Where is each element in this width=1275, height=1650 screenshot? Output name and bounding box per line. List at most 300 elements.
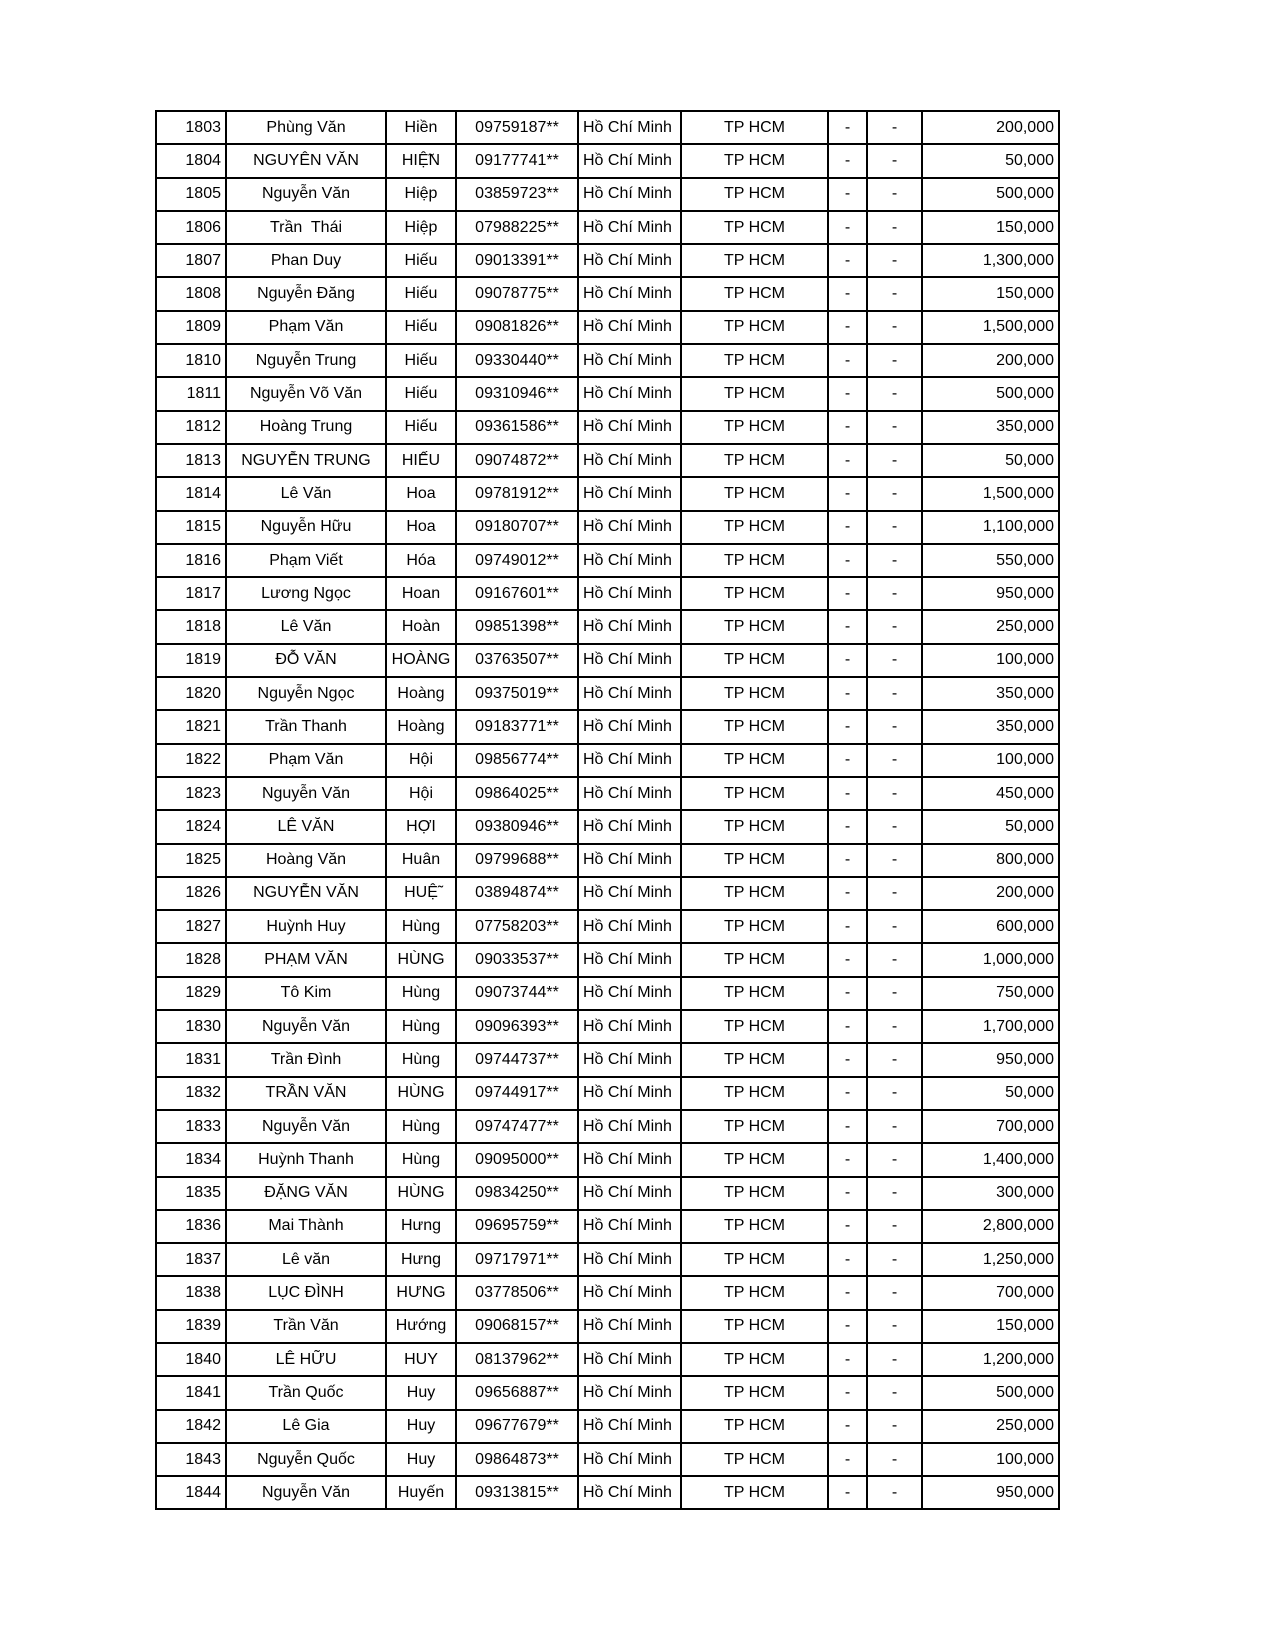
cell-row-number: 1819 xyxy=(156,644,226,677)
cell-row-number: 1843 xyxy=(156,1443,226,1476)
cell-dash-column-1: - xyxy=(828,1143,867,1176)
cell-dash-column-2: - xyxy=(867,710,922,743)
cell-amount: 150,000 xyxy=(922,1310,1059,1343)
cell-row-number: 1816 xyxy=(156,544,226,577)
cell-phone-number-masked: 09747477** xyxy=(456,1110,578,1143)
cell-dash-column-1: - xyxy=(828,610,867,643)
cell-given-name: Hội xyxy=(386,744,456,777)
cell-city: Hồ Chí Minh xyxy=(578,144,681,177)
cell-dash-column-2: - xyxy=(867,1043,922,1076)
cell-given-name: HÙNG xyxy=(386,943,456,976)
cell-dash-column-1: - xyxy=(828,544,867,577)
cell-region: TP HCM xyxy=(681,377,828,410)
table-row xyxy=(156,377,1059,410)
cell-city: Hồ Chí Minh xyxy=(578,477,681,510)
cell-phone-number-masked: 09033537** xyxy=(456,943,578,976)
cell-given-name: Hoàng xyxy=(386,710,456,743)
cell-dash-column-2: - xyxy=(867,1110,922,1143)
table-row xyxy=(156,311,1059,344)
cell-first-middle-name: Tô Kim xyxy=(226,977,386,1010)
cell-first-middle-name: TRẦN VĂN xyxy=(226,1077,386,1110)
cell-dash-column-1: - xyxy=(828,877,867,910)
cell-city: Hồ Chí Minh xyxy=(578,877,681,910)
cell-region: TP HCM xyxy=(681,1077,828,1110)
cell-dash-column-1: - xyxy=(828,744,867,777)
cell-row-number: 1831 xyxy=(156,1043,226,1076)
cell-given-name: Hội xyxy=(386,777,456,810)
cell-row-number: 1808 xyxy=(156,277,226,310)
cell-given-name: Hiếu xyxy=(386,244,456,277)
cell-dash-column-2: - xyxy=(867,477,922,510)
cell-dash-column-2: - xyxy=(867,577,922,610)
cell-phone-number-masked: 09717971** xyxy=(456,1243,578,1276)
cell-dash-column-1: - xyxy=(828,1243,867,1276)
cell-amount: 500,000 xyxy=(922,377,1059,410)
cell-first-middle-name: Hoàng Văn xyxy=(226,844,386,877)
cell-first-middle-name: NGUYÊN VĂN xyxy=(226,144,386,177)
cell-dash-column-2: - xyxy=(867,810,922,843)
cell-first-middle-name: Nguyễn Văn xyxy=(226,178,386,211)
cell-phone-number-masked: 09380946** xyxy=(456,810,578,843)
cell-first-middle-name: Huỳnh Huy xyxy=(226,910,386,943)
cell-row-number: 1817 xyxy=(156,577,226,610)
cell-phone-number-masked: 09744917** xyxy=(456,1077,578,1110)
cell-amount: 700,000 xyxy=(922,1276,1059,1309)
table-row xyxy=(156,144,1059,177)
cell-region: TP HCM xyxy=(681,744,828,777)
cell-given-name: Hoàng xyxy=(386,677,456,710)
cell-amount: 250,000 xyxy=(922,1410,1059,1443)
cell-region: TP HCM xyxy=(681,277,828,310)
cell-amount: 100,000 xyxy=(922,1443,1059,1476)
cell-city: Hồ Chí Minh xyxy=(578,677,681,710)
cell-city: Hồ Chí Minh xyxy=(578,977,681,1010)
cell-dash-column-1: - xyxy=(828,577,867,610)
cell-city: Hồ Chí Minh xyxy=(578,1243,681,1276)
cell-first-middle-name: Nguyễn Đăng xyxy=(226,277,386,310)
cell-dash-column-2: - xyxy=(867,910,922,943)
cell-given-name: Hùng xyxy=(386,910,456,943)
cell-phone-number-masked: 09361586** xyxy=(456,411,578,444)
cell-city: Hồ Chí Minh xyxy=(578,1376,681,1409)
cell-phone-number-masked: 03763507** xyxy=(456,644,578,677)
cell-dash-column-1: - xyxy=(828,411,867,444)
table-row xyxy=(156,1077,1059,1110)
cell-region: TP HCM xyxy=(681,844,828,877)
cell-city: Hồ Chí Minh xyxy=(578,1177,681,1210)
table-row xyxy=(156,1110,1059,1143)
cell-city: Hồ Chí Minh xyxy=(578,777,681,810)
cell-region: TP HCM xyxy=(681,877,828,910)
cell-region: TP HCM xyxy=(681,710,828,743)
cell-region: TP HCM xyxy=(681,943,828,976)
table-row xyxy=(156,577,1059,610)
cell-phone-number-masked: 09074872** xyxy=(456,444,578,477)
cell-amount: 700,000 xyxy=(922,1110,1059,1143)
cell-dash-column-1: - xyxy=(828,311,867,344)
cell-dash-column-1: - xyxy=(828,178,867,211)
cell-row-number: 1844 xyxy=(156,1476,226,1509)
table-row xyxy=(156,544,1059,577)
table-row xyxy=(156,710,1059,743)
cell-amount: 600,000 xyxy=(922,910,1059,943)
cell-first-middle-name: PHẠM VĂN xyxy=(226,943,386,976)
cell-phone-number-masked: 09310946** xyxy=(456,377,578,410)
cell-row-number: 1827 xyxy=(156,910,226,943)
cell-region: TP HCM xyxy=(681,178,828,211)
cell-amount: 200,000 xyxy=(922,877,1059,910)
cell-phone-number-masked: 03859723** xyxy=(456,178,578,211)
cell-first-middle-name: Trần Thanh xyxy=(226,710,386,743)
cell-given-name: Hùng xyxy=(386,977,456,1010)
cell-given-name: Hiệp xyxy=(386,211,456,244)
cell-amount: 100,000 xyxy=(922,644,1059,677)
cell-given-name: Hoan xyxy=(386,577,456,610)
cell-given-name: HOÀNG xyxy=(386,644,456,677)
cell-city: Hồ Chí Minh xyxy=(578,511,681,544)
table-row xyxy=(156,1410,1059,1443)
cell-row-number: 1806 xyxy=(156,211,226,244)
cell-dash-column-1: - xyxy=(828,1310,867,1343)
cell-phone-number-masked: 09330440** xyxy=(456,344,578,377)
cell-dash-column-2: - xyxy=(867,244,922,277)
cell-region: TP HCM xyxy=(681,544,828,577)
cell-phone-number-masked: 09864025** xyxy=(456,777,578,810)
cell-first-middle-name: Trần Quốc xyxy=(226,1376,386,1409)
cell-phone-number-masked: 09656887** xyxy=(456,1376,578,1409)
cell-dash-column-2: - xyxy=(867,1143,922,1176)
table-row xyxy=(156,943,1059,976)
cell-dash-column-2: - xyxy=(867,178,922,211)
cell-given-name: Hướng xyxy=(386,1310,456,1343)
cell-region: TP HCM xyxy=(681,1443,828,1476)
cell-row-number: 1839 xyxy=(156,1310,226,1343)
cell-dash-column-1: - xyxy=(828,977,867,1010)
cell-dash-column-2: - xyxy=(867,610,922,643)
table-row xyxy=(156,910,1059,943)
table-row xyxy=(156,1343,1059,1376)
cell-row-number: 1840 xyxy=(156,1343,226,1376)
cell-dash-column-2: - xyxy=(867,943,922,976)
cell-phone-number-masked: 08137962** xyxy=(456,1343,578,1376)
cell-row-number: 1821 xyxy=(156,710,226,743)
cell-row-number: 1828 xyxy=(156,943,226,976)
cell-given-name: HUY xyxy=(386,1343,456,1376)
cell-region: TP HCM xyxy=(681,777,828,810)
cell-given-name: HƯNG xyxy=(386,1276,456,1309)
cell-amount: 50,000 xyxy=(922,144,1059,177)
cell-phone-number-masked: 07988225** xyxy=(456,211,578,244)
cell-amount: 2,800,000 xyxy=(922,1210,1059,1243)
table-row xyxy=(156,411,1059,444)
cell-amount: 1,500,000 xyxy=(922,477,1059,510)
cell-dash-column-2: - xyxy=(867,1343,922,1376)
cell-phone-number-masked: 09834250** xyxy=(456,1177,578,1210)
cell-first-middle-name: Mai Thành xyxy=(226,1210,386,1243)
cell-dash-column-1: - xyxy=(828,511,867,544)
cell-phone-number-masked: 09759187** xyxy=(456,111,578,144)
cell-given-name: HIỆ̃N xyxy=(386,144,456,177)
cell-phone-number-masked: 09856774** xyxy=(456,744,578,777)
cell-dash-column-1: - xyxy=(828,1043,867,1076)
cell-city: Hồ Chí Minh xyxy=(578,710,681,743)
cell-city: Hồ Chí Minh xyxy=(578,577,681,610)
cell-amount: 1,250,000 xyxy=(922,1243,1059,1276)
cell-amount: 1,500,000 xyxy=(922,311,1059,344)
cell-dash-column-1: - xyxy=(828,377,867,410)
cell-amount: 150,000 xyxy=(922,211,1059,244)
cell-region: TP HCM xyxy=(681,144,828,177)
table-row xyxy=(156,444,1059,477)
table-row xyxy=(156,1043,1059,1076)
table-row xyxy=(156,1476,1059,1509)
cell-dash-column-2: - xyxy=(867,1010,922,1043)
cell-row-number: 1842 xyxy=(156,1410,226,1443)
table-row xyxy=(156,277,1059,310)
cell-city: Hồ Chí Minh xyxy=(578,844,681,877)
cell-amount: 800,000 xyxy=(922,844,1059,877)
cell-given-name: Hưng xyxy=(386,1243,456,1276)
cell-first-middle-name: Nguyễn Võ Văn xyxy=(226,377,386,410)
cell-dash-column-2: - xyxy=(867,144,922,177)
cell-region: TP HCM xyxy=(681,1310,828,1343)
cell-phone-number-masked: 09167601** xyxy=(456,577,578,610)
cell-first-middle-name: Trần Văn xyxy=(226,1310,386,1343)
cell-phone-number-masked: 09781912** xyxy=(456,477,578,510)
cell-dash-column-1: - xyxy=(828,943,867,976)
cell-row-number: 1832 xyxy=(156,1077,226,1110)
cell-dash-column-2: - xyxy=(867,211,922,244)
cell-given-name: Hùng xyxy=(386,1143,456,1176)
cell-city: Hồ Chí Minh xyxy=(578,810,681,843)
cell-first-middle-name: Nguyễn Văn xyxy=(226,1010,386,1043)
cell-first-middle-name: NGUYỄN TRUNG xyxy=(226,444,386,477)
cell-first-middle-name: Phan Duy xyxy=(226,244,386,277)
cell-city: Hồ Chí Minh xyxy=(578,1010,681,1043)
table-row xyxy=(156,1310,1059,1343)
cell-given-name: Hiếu xyxy=(386,311,456,344)
cell-amount: 350,000 xyxy=(922,677,1059,710)
table-row xyxy=(156,1376,1059,1409)
cell-region: TP HCM xyxy=(681,111,828,144)
cell-dash-column-1: - xyxy=(828,1443,867,1476)
cell-city: Hồ Chí Minh xyxy=(578,111,681,144)
cell-row-number: 1830 xyxy=(156,1010,226,1043)
cell-dash-column-1: - xyxy=(828,1010,867,1043)
cell-dash-column-2: - xyxy=(867,1376,922,1409)
cell-first-middle-name: Nguyễn Văn xyxy=(226,1110,386,1143)
cell-dash-column-1: - xyxy=(828,677,867,710)
cell-first-middle-name: Lê Gia xyxy=(226,1410,386,1443)
cell-region: TP HCM xyxy=(681,211,828,244)
cell-given-name: Hiếu xyxy=(386,377,456,410)
cell-row-number: 1818 xyxy=(156,610,226,643)
cell-dash-column-1: - xyxy=(828,1077,867,1110)
cell-dash-column-1: - xyxy=(828,1177,867,1210)
cell-given-name: Hưng xyxy=(386,1210,456,1243)
cell-phone-number-masked: 09078775** xyxy=(456,277,578,310)
cell-city: Hồ Chí Minh xyxy=(578,178,681,211)
cell-region: TP HCM xyxy=(681,644,828,677)
cell-dash-column-2: - xyxy=(867,977,922,1010)
cell-dash-column-2: - xyxy=(867,1476,922,1509)
cell-row-number: 1826 xyxy=(156,877,226,910)
cell-amount: 200,000 xyxy=(922,111,1059,144)
cell-region: TP HCM xyxy=(681,1243,828,1276)
cell-dash-column-2: - xyxy=(867,511,922,544)
cell-dash-column-1: - xyxy=(828,844,867,877)
cell-first-middle-name: Phạm Văn xyxy=(226,744,386,777)
cell-amount: 500,000 xyxy=(922,178,1059,211)
cell-first-middle-name: Nguyễn Văn xyxy=(226,1476,386,1509)
cell-first-middle-name: Trần Thái xyxy=(226,211,386,244)
cell-dash-column-2: - xyxy=(867,411,922,444)
table-row xyxy=(156,677,1059,710)
cell-row-number: 1803 xyxy=(156,111,226,144)
table-row xyxy=(156,744,1059,777)
cell-amount: 1,100,000 xyxy=(922,511,1059,544)
cell-phone-number-masked: 09799688** xyxy=(456,844,578,877)
cell-first-middle-name: LỤC ĐÌNH xyxy=(226,1276,386,1309)
cell-city: Hồ Chí Minh xyxy=(578,1110,681,1143)
cell-city: Hồ Chí Minh xyxy=(578,211,681,244)
table-row xyxy=(156,610,1059,643)
cell-phone-number-masked: 09313815** xyxy=(456,1476,578,1509)
cell-given-name: Hiếu xyxy=(386,411,456,444)
cell-dash-column-2: - xyxy=(867,1410,922,1443)
cell-dash-column-1: - xyxy=(828,777,867,810)
cell-dash-column-2: - xyxy=(867,1276,922,1309)
cell-row-number: 1825 xyxy=(156,844,226,877)
cell-first-middle-name: ĐỖ VĂN xyxy=(226,644,386,677)
cell-row-number: 1811 xyxy=(156,377,226,410)
cell-first-middle-name: Nguyễn Ngọc xyxy=(226,677,386,710)
cell-phone-number-masked: 09744737** xyxy=(456,1043,578,1076)
cell-city: Hồ Chí Minh xyxy=(578,1310,681,1343)
cell-phone-number-masked: 09677679** xyxy=(456,1410,578,1443)
table-row xyxy=(156,1010,1059,1043)
cell-dash-column-1: - xyxy=(828,910,867,943)
table-row xyxy=(156,1177,1059,1210)
cell-phone-number-masked: 09183771** xyxy=(456,710,578,743)
cell-phone-number-masked: 09851398** xyxy=(456,610,578,643)
cell-amount: 1,000,000 xyxy=(922,943,1059,976)
cell-row-number: 1809 xyxy=(156,311,226,344)
cell-given-name: Hoàn xyxy=(386,610,456,643)
cell-first-middle-name: LÊ HỮU xyxy=(226,1343,386,1376)
cell-region: TP HCM xyxy=(681,1476,828,1509)
cell-first-middle-name: Phùng Văn xyxy=(226,111,386,144)
cell-given-name: Huy xyxy=(386,1443,456,1476)
cell-dash-column-1: - xyxy=(828,211,867,244)
cell-dash-column-2: - xyxy=(867,744,922,777)
cell-dash-column-1: - xyxy=(828,1110,867,1143)
cell-dash-column-2: - xyxy=(867,1443,922,1476)
contact-amount-table xyxy=(155,110,1060,1510)
cell-amount: 200,000 xyxy=(922,344,1059,377)
cell-region: TP HCM xyxy=(681,1143,828,1176)
cell-given-name: Hiền xyxy=(386,111,456,144)
cell-city: Hồ Chí Minh xyxy=(578,1043,681,1076)
cell-row-number: 1820 xyxy=(156,677,226,710)
cell-dash-column-2: - xyxy=(867,1310,922,1343)
cell-dash-column-2: - xyxy=(867,644,922,677)
table-row xyxy=(156,777,1059,810)
cell-phone-number-masked: 03894874** xyxy=(456,877,578,910)
cell-phone-number-masked: 09096393** xyxy=(456,1010,578,1043)
cell-dash-column-2: - xyxy=(867,677,922,710)
cell-first-middle-name: Lê Văn xyxy=(226,610,386,643)
cell-phone-number-masked: 09081826** xyxy=(456,311,578,344)
cell-row-number: 1810 xyxy=(156,344,226,377)
table-row xyxy=(156,977,1059,1010)
cell-given-name: Hùng xyxy=(386,1010,456,1043)
cell-given-name: Huy xyxy=(386,1376,456,1409)
cell-dash-column-2: - xyxy=(867,344,922,377)
cell-amount: 950,000 xyxy=(922,1043,1059,1076)
cell-amount: 1,400,000 xyxy=(922,1143,1059,1176)
cell-first-middle-name: NGUYỄN VĂN xyxy=(226,877,386,910)
cell-region: TP HCM xyxy=(681,1043,828,1076)
cell-city: Hồ Chí Minh xyxy=(578,1443,681,1476)
cell-given-name: Hiếu xyxy=(386,277,456,310)
table-row xyxy=(156,111,1059,144)
cell-city: Hồ Chí Minh xyxy=(578,1476,681,1509)
cell-row-number: 1812 xyxy=(156,411,226,444)
cell-amount: 50,000 xyxy=(922,1077,1059,1110)
cell-amount: 750,000 xyxy=(922,977,1059,1010)
cell-amount: 300,000 xyxy=(922,1177,1059,1210)
cell-first-middle-name: Nguyễn Trung xyxy=(226,344,386,377)
cell-row-number: 1834 xyxy=(156,1143,226,1176)
cell-dash-column-2: - xyxy=(867,311,922,344)
cell-dash-column-2: - xyxy=(867,877,922,910)
cell-region: TP HCM xyxy=(681,1010,828,1043)
cell-row-number: 1824 xyxy=(156,810,226,843)
table-row xyxy=(156,244,1059,277)
table-row xyxy=(156,1210,1059,1243)
cell-region: TP HCM xyxy=(681,610,828,643)
cell-region: TP HCM xyxy=(681,810,828,843)
cell-amount: 950,000 xyxy=(922,577,1059,610)
cell-dash-column-1: - xyxy=(828,111,867,144)
cell-given-name: Huy xyxy=(386,1410,456,1443)
cell-region: TP HCM xyxy=(681,1210,828,1243)
cell-phone-number-masked: 09180707** xyxy=(456,511,578,544)
cell-amount: 350,000 xyxy=(922,710,1059,743)
cell-phone-number-masked: 09749012** xyxy=(456,544,578,577)
cell-region: TP HCM xyxy=(681,1177,828,1210)
cell-first-middle-name: Nguyễn Hữu xyxy=(226,511,386,544)
cell-first-middle-name: Lương Ngọc xyxy=(226,577,386,610)
cell-first-middle-name: Nguyễn Quốc xyxy=(226,1443,386,1476)
cell-row-number: 1823 xyxy=(156,777,226,810)
cell-region: TP HCM xyxy=(681,411,828,444)
cell-city: Hồ Chí Minh xyxy=(578,1276,681,1309)
cell-row-number: 1833 xyxy=(156,1110,226,1143)
cell-dash-column-1: - xyxy=(828,1410,867,1443)
cell-dash-column-1: - xyxy=(828,1376,867,1409)
cell-phone-number-masked: 09375019** xyxy=(456,677,578,710)
cell-amount: 350,000 xyxy=(922,411,1059,444)
cell-dash-column-1: - xyxy=(828,710,867,743)
cell-row-number: 1835 xyxy=(156,1177,226,1210)
cell-phone-number-masked: 09095000** xyxy=(456,1143,578,1176)
cell-city: Hồ Chí Minh xyxy=(578,244,681,277)
table-row xyxy=(156,178,1059,211)
cell-city: Hồ Chí Minh xyxy=(578,1343,681,1376)
cell-dash-column-1: - xyxy=(828,477,867,510)
